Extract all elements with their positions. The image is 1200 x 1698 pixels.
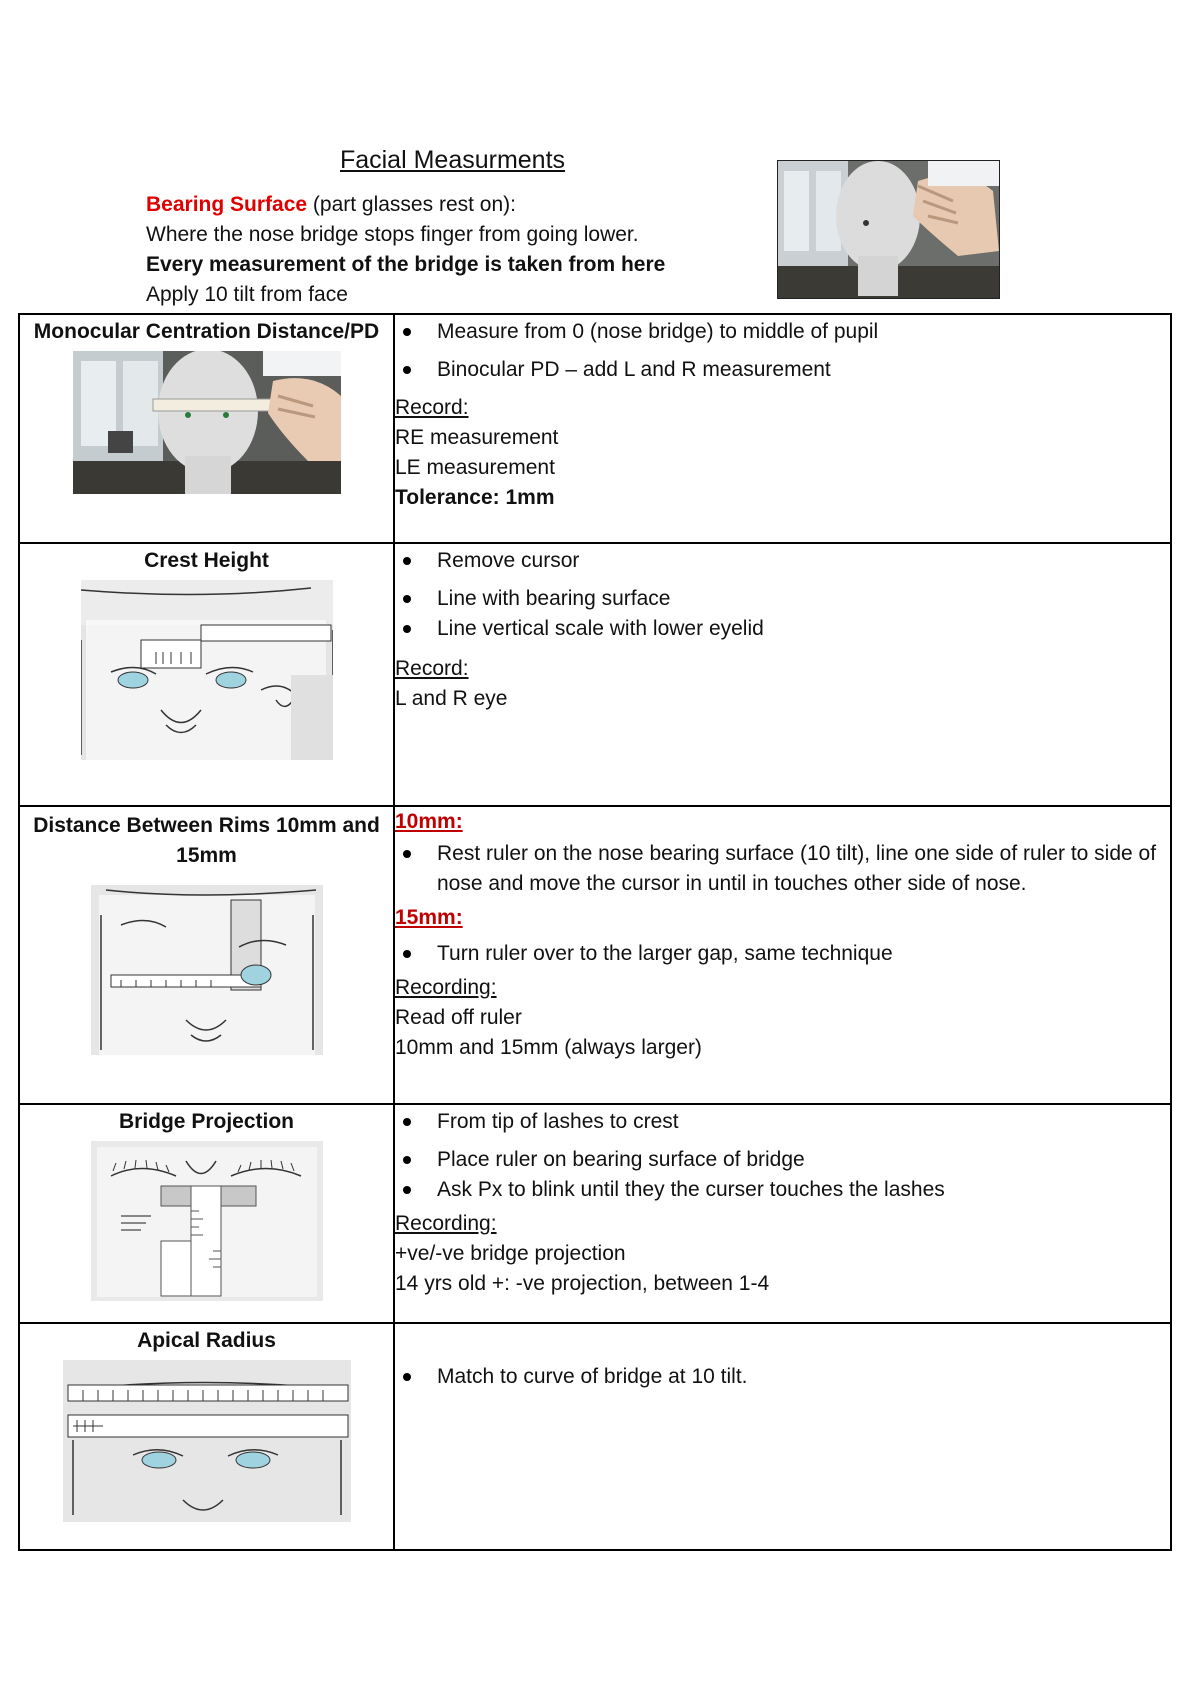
row-label-cell	[19, 1323, 394, 1550]
bullet-list	[395, 1362, 1170, 1392]
record-line: RE measurement	[395, 426, 559, 449]
list-item: Binocular PD – add L and R measurement	[437, 355, 1170, 385]
row-content-cell	[394, 806, 1171, 1104]
sub-label-10mm: 10mm:	[395, 810, 463, 833]
bullet-list	[395, 939, 1170, 969]
sub-label-15mm: 15mm:	[395, 906, 463, 929]
row-content-cell	[394, 314, 1171, 543]
table-row	[19, 806, 1171, 1104]
table-row	[19, 314, 1171, 543]
row-content-cell	[394, 1104, 1171, 1323]
record-line: +ve/-ve bridge projection	[395, 1242, 626, 1265]
bullet-list	[395, 546, 1170, 644]
bearing-surface-line	[146, 190, 665, 220]
intro-block	[146, 190, 665, 310]
list-item: Ask Px to blink until they the curser touches the lashes	[437, 1175, 1170, 1205]
list-item: From tip of lashes to crest	[437, 1107, 1170, 1137]
row-label-cell	[19, 1104, 394, 1323]
crest-height-diagram	[81, 580, 333, 760]
bullet-list	[395, 839, 1170, 899]
row-label-cell	[19, 314, 394, 543]
row-content-cell	[394, 543, 1171, 806]
row-label: Crest Height	[144, 549, 269, 572]
bullet-list	[395, 1107, 1170, 1205]
row-content-cell	[394, 1323, 1171, 1550]
intro-line-2: Where the nose bridge stops finger from going lower.	[146, 223, 639, 246]
list-item: Line with bearing surface	[437, 584, 1170, 614]
record-line: L and R eye	[395, 687, 508, 710]
list-item: Turn ruler over to the larger gap, same technique	[437, 939, 1170, 969]
list-item: Measure from 0 (nose bridge) to middle of pupil	[437, 317, 1170, 347]
apical-radius-diagram	[63, 1360, 351, 1522]
bearing-surface-label: Bearing Surface	[146, 193, 308, 216]
row-label: Apical Radius	[137, 1329, 276, 1352]
list-item: Rest ruler on the nose bearing surface (10 tilt), line one side of ruler to side of nose and move the cursor in until in touches other side of nose.	[437, 839, 1170, 899]
list-item: Place ruler on bearing surface of bridge	[437, 1145, 1170, 1175]
list-item: Line vertical scale with lower eyelid	[437, 614, 1170, 644]
record-label: Record:	[395, 657, 469, 680]
bearing-surface-desc: (part glasses rest on):	[307, 193, 516, 216]
table-row	[19, 1323, 1171, 1550]
record-line: LE measurement	[395, 456, 555, 479]
measurement-table	[18, 313, 1172, 1551]
record-label: Record:	[395, 396, 469, 419]
bullet-list	[395, 317, 1170, 385]
row-label: Monocular Centration Distance/PD	[33, 320, 380, 343]
record-label: Recording:	[395, 976, 497, 999]
record-line: 14 yrs old +: -ve projection, between 1-4	[395, 1272, 770, 1295]
list-item: Remove cursor	[437, 546, 1170, 576]
bridge-projection-diagram	[91, 1141, 323, 1301]
rim-distance-diagram	[91, 885, 323, 1055]
row-label: Distance Between Rims 10mm and 15mm	[33, 814, 380, 867]
intro-line-3: Every measurement of the bridge is taken from here	[146, 253, 666, 276]
row-label-cell	[19, 806, 394, 1104]
record-label: Recording:	[395, 1212, 497, 1235]
pd-ruler-photo	[73, 351, 341, 494]
row-label-cell	[19, 543, 394, 806]
record-line: 10mm and 15mm (always larger)	[395, 1036, 702, 1059]
page-title: Facial Measurments	[339, 146, 566, 174]
tolerance-text: Tolerance: 1mm	[395, 486, 555, 509]
head-photo	[777, 160, 1000, 299]
intro-line-4: Apply 10 tilt from face	[146, 283, 348, 306]
table-row	[19, 543, 1171, 806]
list-item: Match to curve of bridge at 10 tilt.	[437, 1362, 1170, 1392]
row-label: Bridge Projection	[118, 1110, 295, 1133]
table-row	[19, 1104, 1171, 1323]
record-line: Read off ruler	[395, 1006, 522, 1029]
